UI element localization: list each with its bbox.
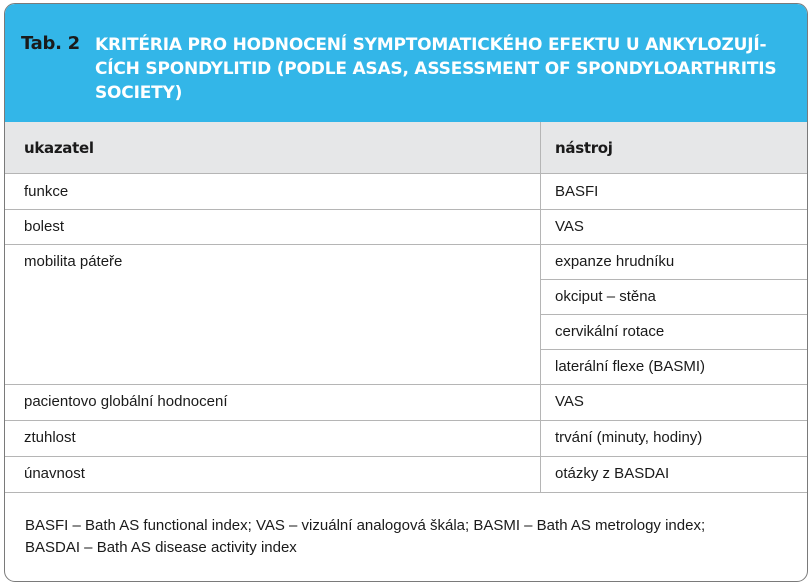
tool-cell: VAS <box>555 393 584 410</box>
table-title <box>95 33 795 105</box>
tool-cell: laterální flexe (BASMI) <box>555 358 706 375</box>
table-title-line: CÍCH SPONDYLITID (PODLE ASAS, ASSESSMENT OF SPONDYLOARTHRITIS <box>95 59 777 79</box>
column-header-tool: nástroj <box>555 139 613 157</box>
table-row <box>5 279 807 314</box>
tool-cell: trvání (minuty, hodiny) <box>555 429 703 446</box>
table-number: Tab. 2 <box>21 33 80 54</box>
table-caption <box>5 4 807 122</box>
indicator-cell: pacientovo globální hodnocení <box>24 393 228 410</box>
table-row <box>5 174 807 209</box>
column-header-indicator: ukazatel <box>24 139 94 157</box>
tool-cell: cervikální rotace <box>555 323 665 340</box>
table-title-line: KRITÉRIA PRO HODNOCENÍ SYMPTOMATICKÉHO EFEKTU U ANKYLOZUJÍ- <box>95 35 767 55</box>
tool-cell: expanze hrudníku <box>555 253 675 270</box>
tool-cell: okciput – stěna <box>555 288 656 305</box>
indicator-cell: bolest <box>24 218 65 235</box>
indicator-cell: funkce <box>24 183 69 200</box>
table-bottom-rule <box>5 492 807 493</box>
table-row <box>5 314 807 349</box>
table-footnote <box>25 515 795 559</box>
table-row <box>5 349 807 384</box>
indicator-cell: ztuhlost <box>24 429 76 446</box>
indicator-cell: únavnost <box>24 465 85 482</box>
table-row <box>5 244 807 279</box>
table-header-row <box>5 122 807 174</box>
tool-cell: VAS <box>555 218 584 235</box>
table-row <box>5 209 807 244</box>
footnote-line: BASFI – Bath AS functional index; VAS – vizuální analogová škála; BASMI – Bath AS metrology index; <box>25 517 706 534</box>
table-title-line: SOCIETY) <box>95 83 183 103</box>
table-row <box>5 420 807 456</box>
table-row <box>5 456 807 492</box>
table-row <box>5 384 807 419</box>
tool-cell: otázky z BASDAI <box>555 465 670 482</box>
footnote-line: BASDAI – Bath AS disease activity index <box>25 539 297 556</box>
indicator-cell: mobilita páteře <box>24 253 123 270</box>
tool-cell: BASFI <box>555 183 599 200</box>
table-frame <box>4 3 808 582</box>
